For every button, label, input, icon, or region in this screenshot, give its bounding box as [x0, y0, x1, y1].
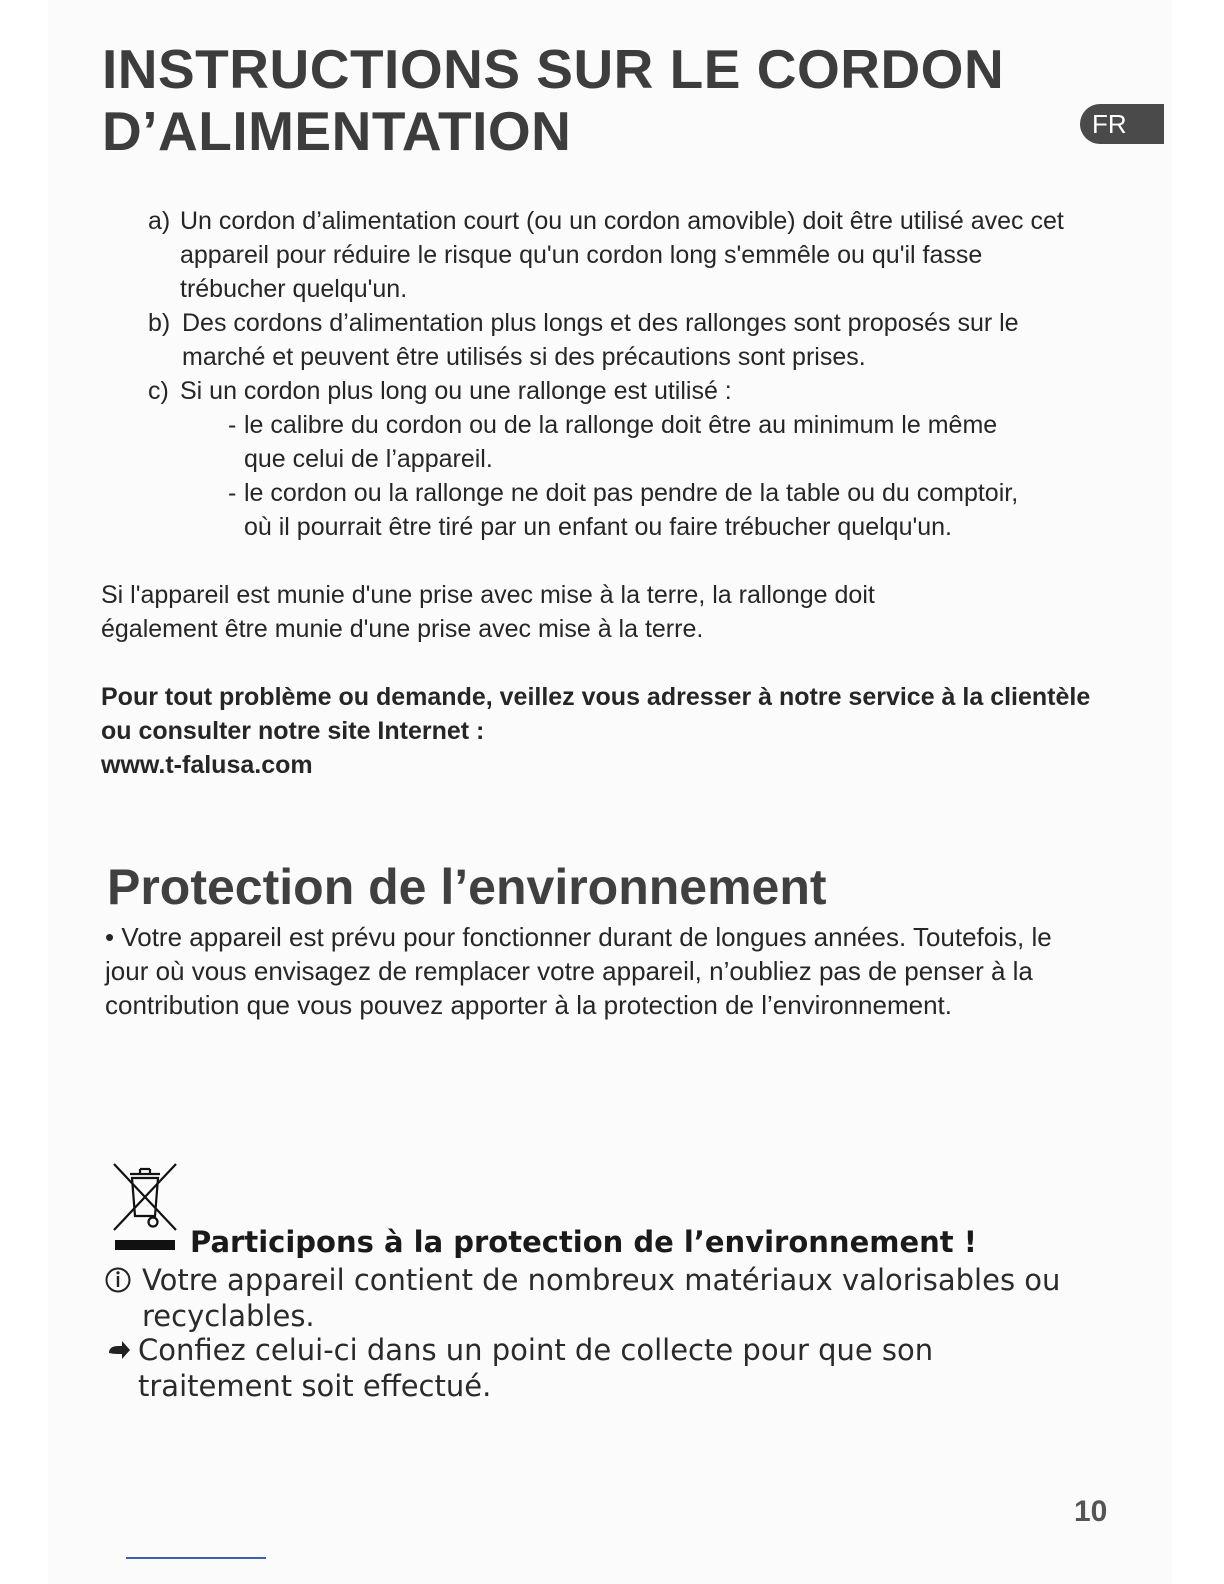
recycling-info-text: Votre appareil contient de nombreux matériaux valorisables ou recyclables.	[142, 1263, 1061, 1333]
subitem-text: le calibre du cordon ou de la rallonge doit être au minimum le même que celui de l’appareil.	[244, 411, 998, 473]
instruction-text: Si un cordon plus long ou une rallonge est utilisé :	[180, 377, 732, 405]
instruction-text: Un cordon d’alimentation court (ou un cordon amovible) doit être utilisé avec cet appareil pour réduire le risque qu'un cordon long s'emmêle ou qu'il fasse trébucher quelqu'un.	[180, 207, 1064, 303]
page-number: 10	[1074, 1495, 1108, 1528]
weee-bar	[115, 1240, 175, 1250]
instruction-item-a	[148, 204, 1078, 308]
subitem-marker: -	[228, 411, 237, 439]
footer-divider	[126, 1557, 266, 1559]
recycling-action	[104, 1332, 1084, 1404]
environment-paragraph: • Votre appareil est prévu pour fonctionner durant de longues années. Toutefois, le jour où vous envisagez de remplacer votre appareil, n’oubliez pas de penser à la contribution que vous pouvez apporter à la protection de l’environnement.	[105, 922, 1052, 1020]
recycling-heading: Participons à la protection de l’environnement !	[190, 1225, 977, 1259]
environment-heading: Protection de l’environnement	[107, 859, 827, 915]
instruction-subitem-2	[228, 476, 1048, 580]
grounding-note: Si l'appareil est munie d'une prise avec mise à la terre, la rallonge doit également être munie d'une prise avec mise à la terre.	[101, 581, 875, 643]
instruction-item-c	[148, 374, 1078, 410]
instruction-marker: a)	[148, 207, 171, 235]
subitem-marker: -	[228, 479, 237, 507]
info-icon	[104, 1266, 132, 1294]
instruction-item-b	[148, 306, 1078, 376]
instruction-marker: b)	[148, 309, 171, 337]
contact-text: Pour tout problème ou demande, veillez vous adresser à notre service à la clientèle ou consulter notre site Internet :	[101, 683, 1091, 745]
recycling-info	[104, 1262, 1084, 1334]
page-title-line-1: INSTRUCTIONS SUR LE CORDON	[102, 38, 1005, 100]
website-link[interactable]: www.t-falusa.com	[101, 751, 313, 779]
instruction-subitem-1	[228, 408, 1048, 478]
page-title-line-2: D’ALIMENTATION	[102, 100, 572, 162]
arrow-right-icon	[104, 1336, 132, 1364]
instruction-text: Des cordons d’alimentation plus longs et des rallonges sont proposés sur le marché et peuvent être utilisés si des précautions sont prises.	[182, 309, 1019, 371]
recycling-action-text: Confiez celui-ci dans un point de collecte pour que son traitement soit effectué.	[138, 1333, 934, 1403]
crossed-out-wheelie-bin-icon	[110, 1160, 180, 1234]
language-badge: FR	[1080, 104, 1164, 144]
contact-block	[101, 680, 1091, 782]
subitem-text: le cordon ou la rallonge ne doit pas pendre de la table ou du comptoir, où il pourrait être tiré par un enfant ou faire trébucher quelqu'un.	[244, 479, 1019, 541]
page-title	[102, 38, 1004, 162]
instruction-marker: c)	[148, 377, 169, 405]
